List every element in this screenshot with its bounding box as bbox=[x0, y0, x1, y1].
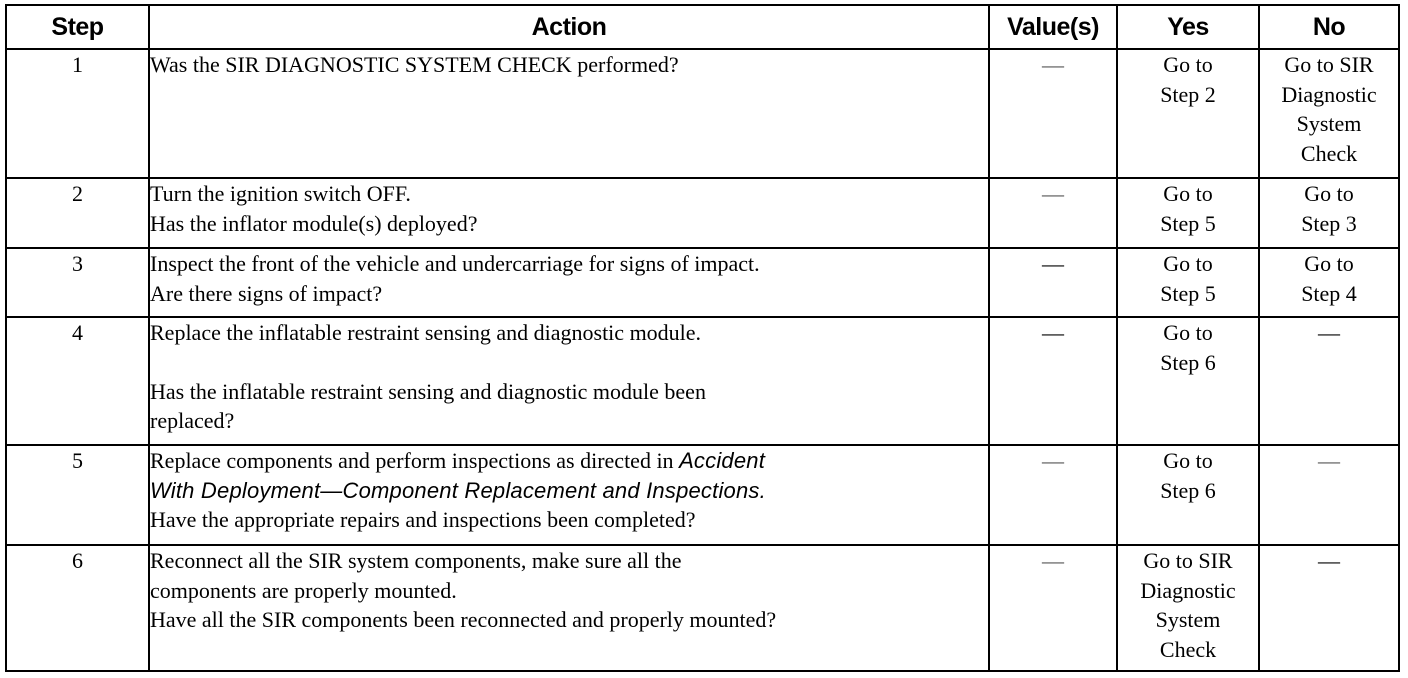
yes-cell: Go to Step 5 bbox=[1117, 248, 1259, 317]
action-line: Replace components and perform inspections as directed in Accident bbox=[150, 448, 766, 473]
action-line: Inspect the front of the vehicle and undercarriage for signs of impact. bbox=[150, 251, 760, 276]
action-line: Reconnect all the SIR system components, make sure all the bbox=[150, 548, 682, 573]
value-cell: — bbox=[989, 445, 1117, 545]
action-line-italic: With Deployment—Component Replacement and Inspections. bbox=[150, 477, 766, 503]
value-cell: — bbox=[989, 178, 1117, 248]
yes-cell: Go to SIR Diagnostic System Check bbox=[1117, 545, 1259, 671]
step-number: 1 bbox=[6, 49, 149, 178]
header-step: Step bbox=[6, 5, 149, 49]
step-number: 6 bbox=[6, 545, 149, 671]
action-line: Turn the ignition switch OFF. bbox=[150, 181, 411, 206]
action-line: components are properly mounted. bbox=[150, 577, 457, 603]
yes-cell: Go to Step 2 bbox=[1117, 49, 1259, 178]
value-cell: — bbox=[989, 248, 1117, 317]
no-cell: Go to SIR Diagnostic System Check bbox=[1259, 49, 1399, 178]
table-row bbox=[6, 445, 1399, 545]
yes-cell: Go to Step 6 bbox=[1117, 317, 1259, 445]
action-line: Was the SIR DIAGNOSTIC SYSTEM CHECK performed? bbox=[150, 52, 679, 77]
table-row bbox=[6, 248, 1399, 317]
no-cell: Go to Step 3 bbox=[1259, 178, 1399, 248]
header-row bbox=[6, 5, 1399, 49]
action-line: Have all the SIR components been reconnected and properly mounted? bbox=[150, 607, 777, 632]
action-cell bbox=[149, 178, 989, 248]
header-values: Value(s) bbox=[989, 5, 1117, 49]
action-line: replaced? bbox=[150, 408, 235, 433]
no-cell: Go to Step 4 bbox=[1259, 248, 1399, 317]
step-number: 4 bbox=[6, 317, 149, 445]
header-no: No bbox=[1259, 5, 1399, 49]
action-cell bbox=[149, 545, 989, 671]
diagnostic-table bbox=[5, 4, 1400, 672]
no-cell: — bbox=[1259, 445, 1399, 545]
action-line: Has the inflator module(s) deployed? bbox=[150, 210, 478, 236]
table-row bbox=[6, 49, 1399, 178]
table-row bbox=[6, 178, 1399, 248]
action-cell bbox=[149, 49, 989, 178]
action-line: Have the appropriate repairs and inspections been completed? bbox=[150, 507, 696, 532]
table-row bbox=[6, 545, 1399, 671]
value-cell: — bbox=[989, 49, 1117, 178]
no-cell: — bbox=[1259, 545, 1399, 671]
header-action: Action bbox=[149, 5, 989, 49]
step-number: 3 bbox=[6, 248, 149, 317]
no-cell: — bbox=[1259, 317, 1399, 445]
action-cell bbox=[149, 248, 989, 317]
yes-cell: Go to Step 6 bbox=[1117, 445, 1259, 545]
step-number: 5 bbox=[6, 445, 149, 545]
value-cell: — bbox=[989, 317, 1117, 445]
table-row bbox=[6, 317, 1399, 445]
action-line: Has the inflatable restraint sensing and diagnostic module been bbox=[150, 378, 706, 404]
action-line: Are there signs of impact? bbox=[150, 280, 383, 306]
action-cell bbox=[149, 445, 989, 545]
step-number: 2 bbox=[6, 178, 149, 248]
value-cell: — bbox=[989, 545, 1117, 671]
header-yes: Yes bbox=[1117, 5, 1259, 49]
yes-cell: Go to Step 5 bbox=[1117, 178, 1259, 248]
action-cell bbox=[149, 317, 989, 445]
action-line: Replace the inflatable restraint sensing and diagnostic module. bbox=[150, 320, 702, 345]
